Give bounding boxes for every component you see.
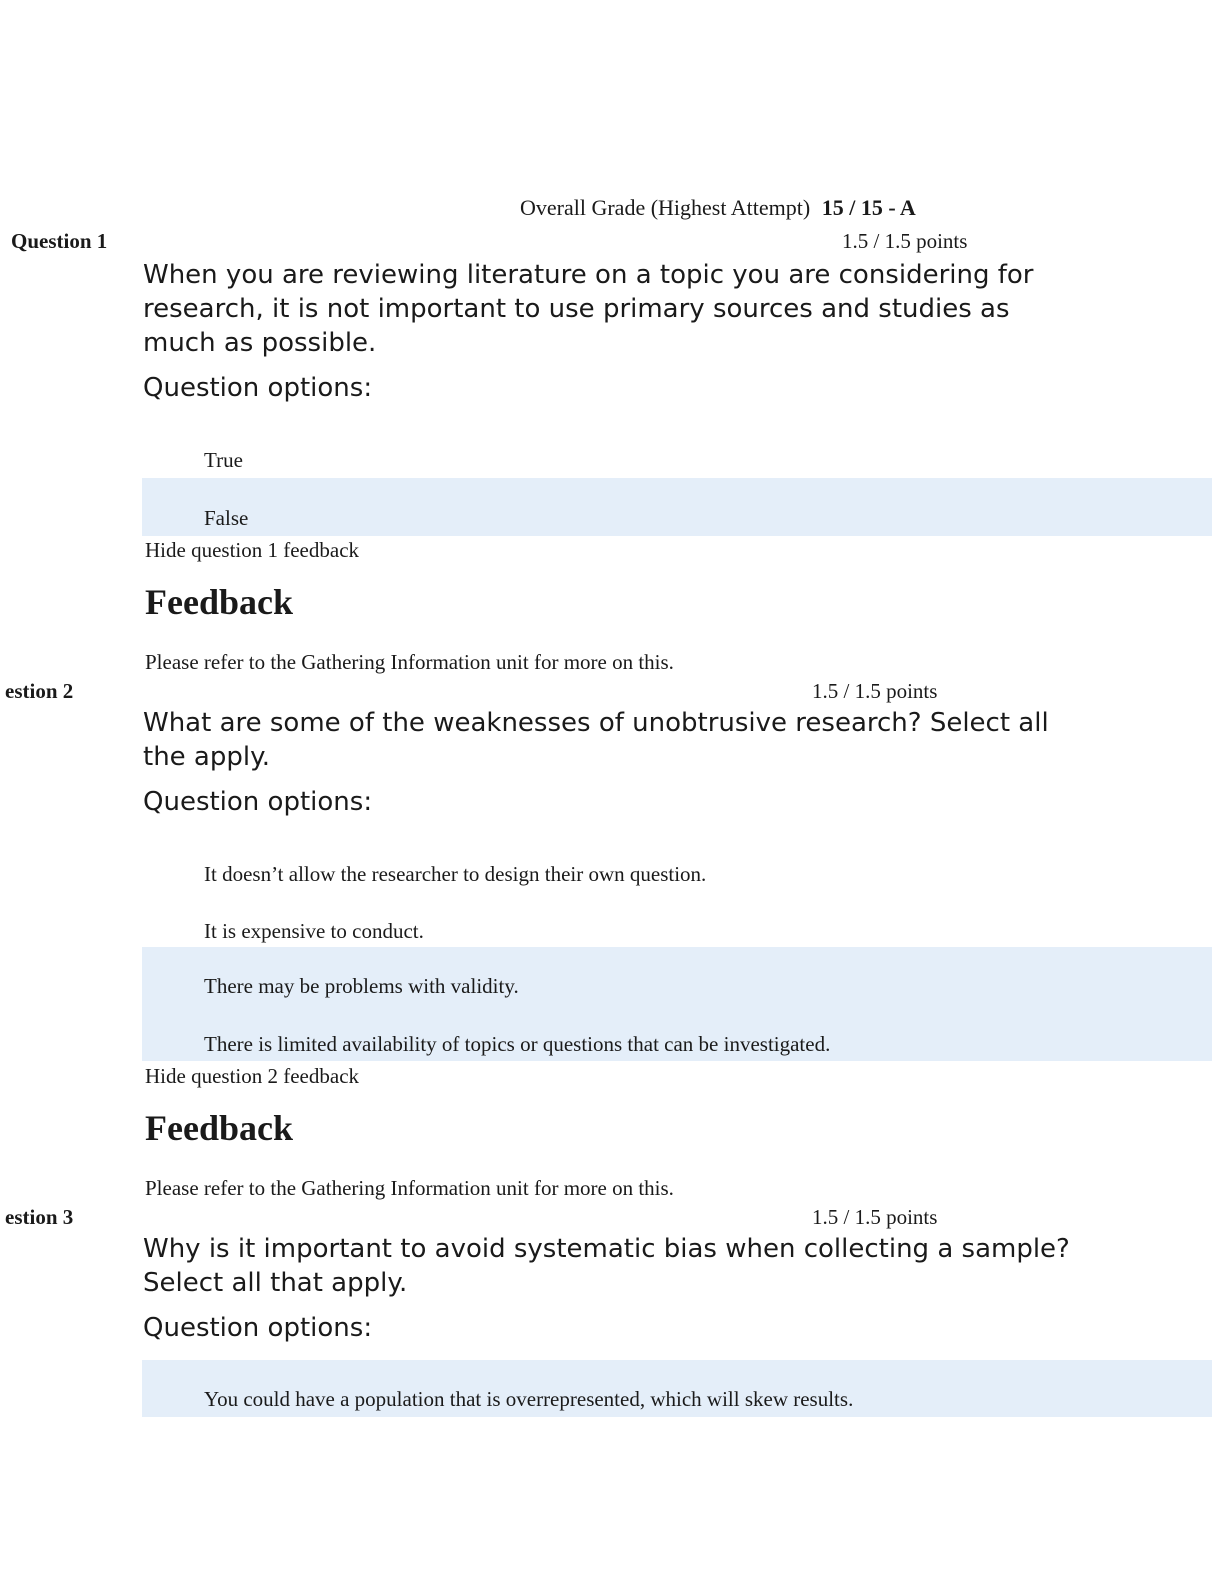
- question-2-feedback-toggle[interactable]: Hide question 2 feedback: [145, 1064, 360, 1088]
- question-1-points: 1.5 / 1.5 points: [842, 229, 968, 253]
- question-1-feedback-text: Please refer to the Gathering Information unit for more on this.: [145, 650, 674, 674]
- question-2-option-3[interactable]: There may be problems with validity.: [204, 974, 519, 998]
- question-3-text: Why is it important to avoid systematic bias when collecting a sample? Select all that apply.: [143, 1234, 1070, 1298]
- question-3-option-1[interactable]: You could have a population that is overrepresented, which will skew results.: [204, 1387, 854, 1411]
- question-1-option-true[interactable]: True: [204, 448, 243, 472]
- question-3-options-label: Question options:: [143, 1313, 373, 1343]
- question-2-option-1[interactable]: It doesn’t allow the researcher to design their own question.: [204, 862, 707, 886]
- question-2-label: estion 2: [5, 679, 74, 703]
- question-2-points: 1.5 / 1.5 points: [812, 679, 938, 703]
- question-2-text: What are some of the weaknesses of unobtrusive research? Select all the apply.: [143, 708, 1049, 772]
- question-2-feedback-heading: Feedback: [145, 1108, 293, 1148]
- overall-grade: [520, 195, 916, 221]
- question-3-label: estion 3: [5, 1205, 74, 1229]
- question-3-points: 1.5 / 1.5 points: [812, 1205, 938, 1229]
- question-1-feedback-toggle[interactable]: Hide question 1 feedback: [145, 538, 360, 562]
- question-2-option-4[interactable]: There is limited availability of topics or questions that can be investigated.: [204, 1032, 831, 1056]
- question-1-options-label: Question options:: [143, 373, 373, 403]
- question-1-feedback-heading: Feedback: [145, 582, 293, 622]
- question-1-label: Question 1: [11, 229, 108, 253]
- question-2-option-2[interactable]: It is expensive to conduct.: [204, 919, 424, 943]
- question-1-text: When you are reviewing literature on a topic you are considering for research, it is not important to use primary sources and studies as much as possible.: [143, 260, 1034, 358]
- question-1-option-false[interactable]: False: [204, 506, 249, 530]
- overall-grade-label: Overall Grade (Highest Attempt): [520, 195, 811, 220]
- question-2-feedback-text: Please refer to the Gathering Information unit for more on this.: [145, 1176, 674, 1200]
- overall-grade-value: 15 / 15 - A: [821, 195, 916, 220]
- question-2-options-label: Question options:: [143, 787, 373, 817]
- question-1-selected-highlight: [142, 478, 1212, 536]
